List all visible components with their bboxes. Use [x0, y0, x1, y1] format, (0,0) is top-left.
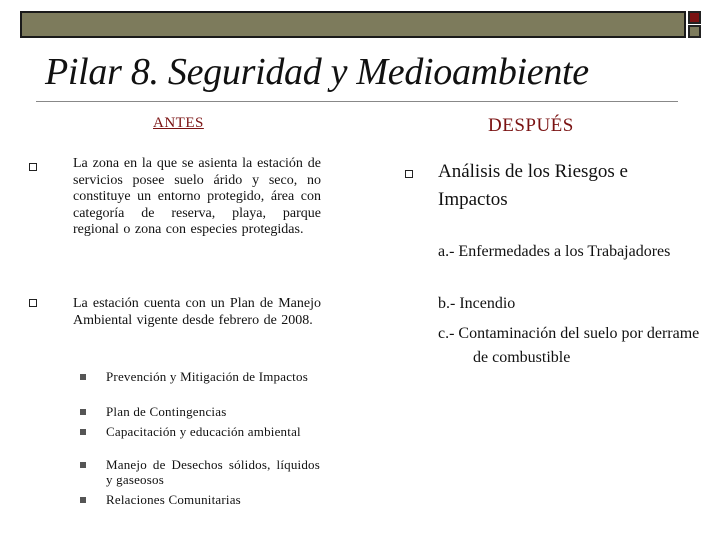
list-item-text: Plan de Contingencias	[106, 404, 227, 419]
list-item-text: Relaciones Comunitarias	[106, 492, 241, 507]
filled-square-bullet-icon	[80, 497, 86, 503]
corner-square-red	[688, 11, 701, 24]
hollow-square-bullet-icon	[29, 299, 37, 307]
despues-main-point: Análisis de los Riesgos e Impactos	[438, 161, 628, 210]
filled-square-bullet-icon	[80, 374, 86, 380]
corner-square-olive	[688, 25, 701, 38]
filled-square-bullet-icon	[80, 429, 86, 435]
list-item-text: Capacitación y educación ambiental	[106, 424, 301, 439]
despues-heading: DESPUÉS	[488, 115, 574, 136]
filled-square-bullet-icon	[80, 409, 86, 415]
antes-paragraph-1: La zona en la que se asienta la estación de servicios posee suelo árido y seco, no constituye un entorno protegido, área con categoría de reserva, playa, parque regional o zona con especies protegidas.	[73, 156, 321, 237]
antes-heading: ANTES	[153, 115, 204, 131]
title-divider	[36, 101, 678, 102]
hollow-square-bullet-icon	[29, 163, 37, 171]
list-item-text: Manejo de Desechos sólidos, líquidos y gaseosos	[106, 457, 320, 487]
despues-item-c: c.- Contaminación del suelo por derrame de combustible	[438, 325, 700, 366]
hollow-square-bullet-icon	[405, 170, 413, 178]
list-item-text: Prevención y Mitigación de Impactos	[106, 369, 308, 384]
despues-item-a: a.- Enfermedades a los Trabajadores	[438, 243, 671, 260]
slide-title: Pilar 8. Seguridad y Medioambiente	[45, 51, 589, 93]
header-bar	[20, 11, 686, 38]
despues-item-b: b.- Incendio	[438, 295, 516, 312]
filled-square-bullet-icon	[80, 462, 86, 468]
antes-paragraph-2: La estación cuenta con un Plan de Manejo Ambiental vigente desde febrero de 2008.	[73, 296, 321, 328]
